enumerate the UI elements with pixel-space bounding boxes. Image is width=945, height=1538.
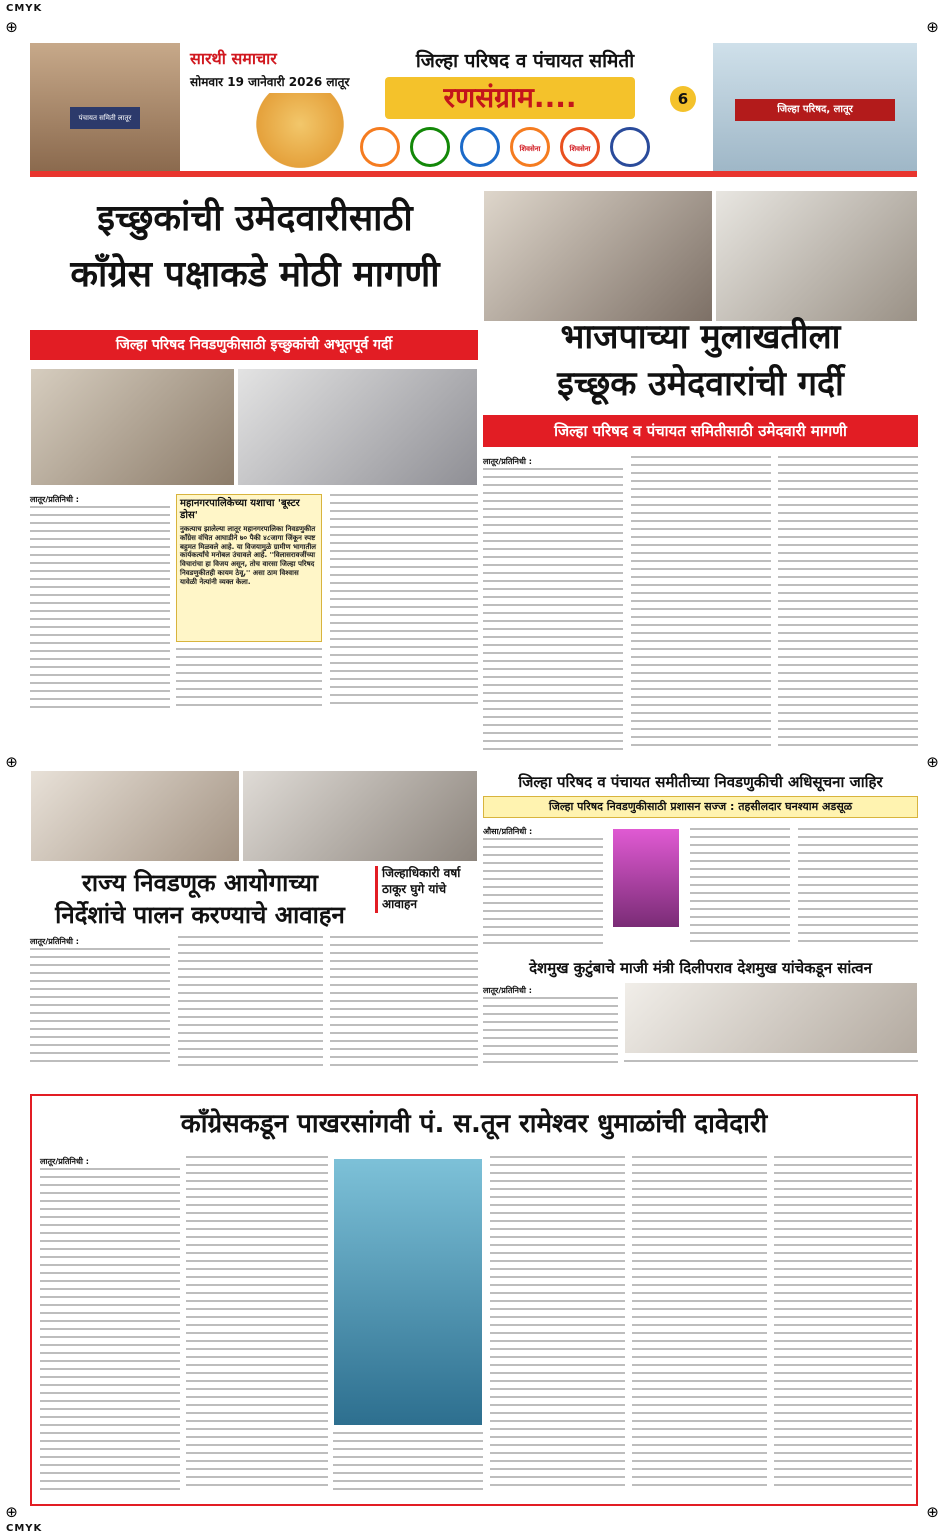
story3-col1 <box>483 838 603 950</box>
story4-byline: लातूर/प्रतिनिधी : <box>30 937 79 946</box>
story3-col2 <box>690 828 790 950</box>
story6-col3 <box>333 1432 483 1498</box>
story4-col2 <box>178 936 323 1070</box>
crop-mark: ⊕ <box>5 18 18 36</box>
story2-byline: लातूर/प्रतिनिधी : <box>483 457 532 466</box>
story2-col2 <box>631 456 771 758</box>
sidebox-title: महानगरपालिकेच्या यशाचा 'बूस्टर डोस' <box>180 498 300 521</box>
building-photo <box>30 43 180 171</box>
photo <box>483 190 713 322</box>
photo <box>715 190 918 322</box>
crop-mark: ⊕ <box>926 1503 939 1521</box>
shivsena-label: शिवसेना <box>519 145 541 153</box>
crop-mark: ⊕ <box>926 18 939 36</box>
main-title: रणसंग्राम.... <box>385 77 635 119</box>
cartoon-illustration <box>245 93 355 171</box>
story2-subhead: जिल्हा परिषद व पंचायत समितीसाठी उमेदवारी मागणी <box>483 415 918 447</box>
story5-col2 <box>624 1060 918 1072</box>
crop-mark: ⊕ <box>5 1503 18 1521</box>
zp-sign: जिल्हा परिषद, लातूर <box>735 99 895 121</box>
story1-headline-1: इच्छुकांची उमेदवारीसाठी <box>97 198 413 239</box>
party-logos <box>360 125 700 169</box>
story1-headline-2: काँग्रेस पक्षाकडे मोठी मागणी <box>70 254 440 295</box>
story1-byline: लातूर/प्रतिनिधी : <box>30 495 79 504</box>
story2-photos <box>483 190 918 322</box>
page-number: 6 <box>670 86 696 112</box>
building-sign: पंचायत समिती लातूर <box>70 107 140 129</box>
dateline: सोमवार 19 जानेवारी 2026 लातूर <box>190 75 350 89</box>
story6-col4 <box>490 1156 625 1498</box>
story4-photos <box>30 770 478 862</box>
story4-headline-1: राज्य निवडणूक आयोगाच्या <box>82 869 318 897</box>
story6-byline: लातूर/प्रतिनिधी : <box>40 1157 89 1166</box>
cmyk-mark-bottom: CMYK <box>6 1523 43 1534</box>
story2-col3 <box>778 456 918 758</box>
story6-col5 <box>632 1156 767 1498</box>
story5-col1 <box>483 997 618 1070</box>
story3-col3 <box>798 828 918 950</box>
story6-headline: काँग्रेसकडून पाखरसांगवी पं. स.तून रामेश्वर धुमाळांची दावेदारी <box>180 1109 768 1139</box>
story1-subhead: जिल्हा परिषद निवडणुकीसाठी इच्छुकांची अभूतपूर्व गर्दी <box>30 330 478 360</box>
sidebox <box>176 494 322 642</box>
zp-building-photo <box>713 43 917 171</box>
story4-sidenote: जिल्हाधिकारी वर्षा ठाकूर घुगे यांचे आवाहन <box>375 866 478 913</box>
top-title: जिल्हा परिषद व पंचायत समिती <box>415 50 635 72</box>
cmyk-mark: CMYK <box>6 3 43 14</box>
story2-col1 <box>483 468 623 758</box>
story2-headline-1: भाजपाच्या मुलाखतीला <box>560 317 841 357</box>
crop-mark: ⊕ <box>5 753 18 771</box>
photo <box>30 368 235 486</box>
photo <box>237 368 478 486</box>
story4-col1 <box>30 948 170 1070</box>
story5-byline: लातूर/प्रतिनिधी : <box>483 986 532 995</box>
story6-col1 <box>40 1168 180 1498</box>
masthead: सारथी समाचार <box>190 49 277 68</box>
story3-byline: औसा/प्रतिनिधी : <box>483 827 533 836</box>
ncp-clock-icon <box>460 127 500 167</box>
shivsena-ubt-label: शिवसेना <box>569 145 591 153</box>
story5-headline: देशमुख कुटुंबाचे माजी मंत्री दिलीपराव देशमुख यांचेकडून सांत्वन <box>529 959 872 977</box>
story6-col2 <box>186 1156 328 1498</box>
dhumal-photo <box>333 1158 483 1426</box>
story3-headline: जिल्हा परिषद व पंचायत समीतीच्या निवडणुकीची अधिसूचना जाहिर <box>518 773 883 791</box>
photo <box>624 982 918 1054</box>
congress-logo-icon <box>410 127 450 167</box>
story3-subhead: जिल्हा परिषद निवडणुकीसाठी प्रशासन सज्ज : तहसीलदार घनश्याम अडसूळ <box>483 796 918 818</box>
crop-mark: ⊕ <box>926 753 939 771</box>
story4-headline-2: निर्देशांचे पालन करण्याचे आवाहन <box>55 901 345 929</box>
story1-col2 <box>176 648 322 712</box>
story4-col3 <box>330 936 478 1070</box>
story1-photos <box>30 368 478 486</box>
page-header <box>30 43 917 177</box>
ncp-sp-logo-icon <box>610 127 650 167</box>
story6-col6 <box>774 1156 912 1498</box>
story1-col3 <box>330 494 478 712</box>
story1-col1 <box>30 506 170 712</box>
adsul-photo <box>612 828 680 928</box>
bjp-logo-icon <box>360 127 400 167</box>
sidebox-body: नुकत्याच झालेल्या लातूर महानगरपालिका निवडणुकीत काँग्रेस वंचित आघाडीने ७० पैकी ४८जागा जिंकून स्पष्ट बहुमत मिळवले आहे. या विजयामुळे ग्रामीण भागातील कार्यकर्त्यांचे मनोबल उंचावले आहे. ''विलासरावजींच्या विचारांचा हा विजय असून, तोच वारसा जिल्हा परिषद निवडणुकीतही कायम ठेवू,'' असा ठाम विश्वास यावेळी नेत्यांनी व्यक्त केला. <box>180 525 317 586</box>
photo <box>242 770 478 862</box>
photo <box>30 770 240 862</box>
story2-headline-2: इच्छूक उमेदवारांची गर्दी <box>557 364 844 404</box>
